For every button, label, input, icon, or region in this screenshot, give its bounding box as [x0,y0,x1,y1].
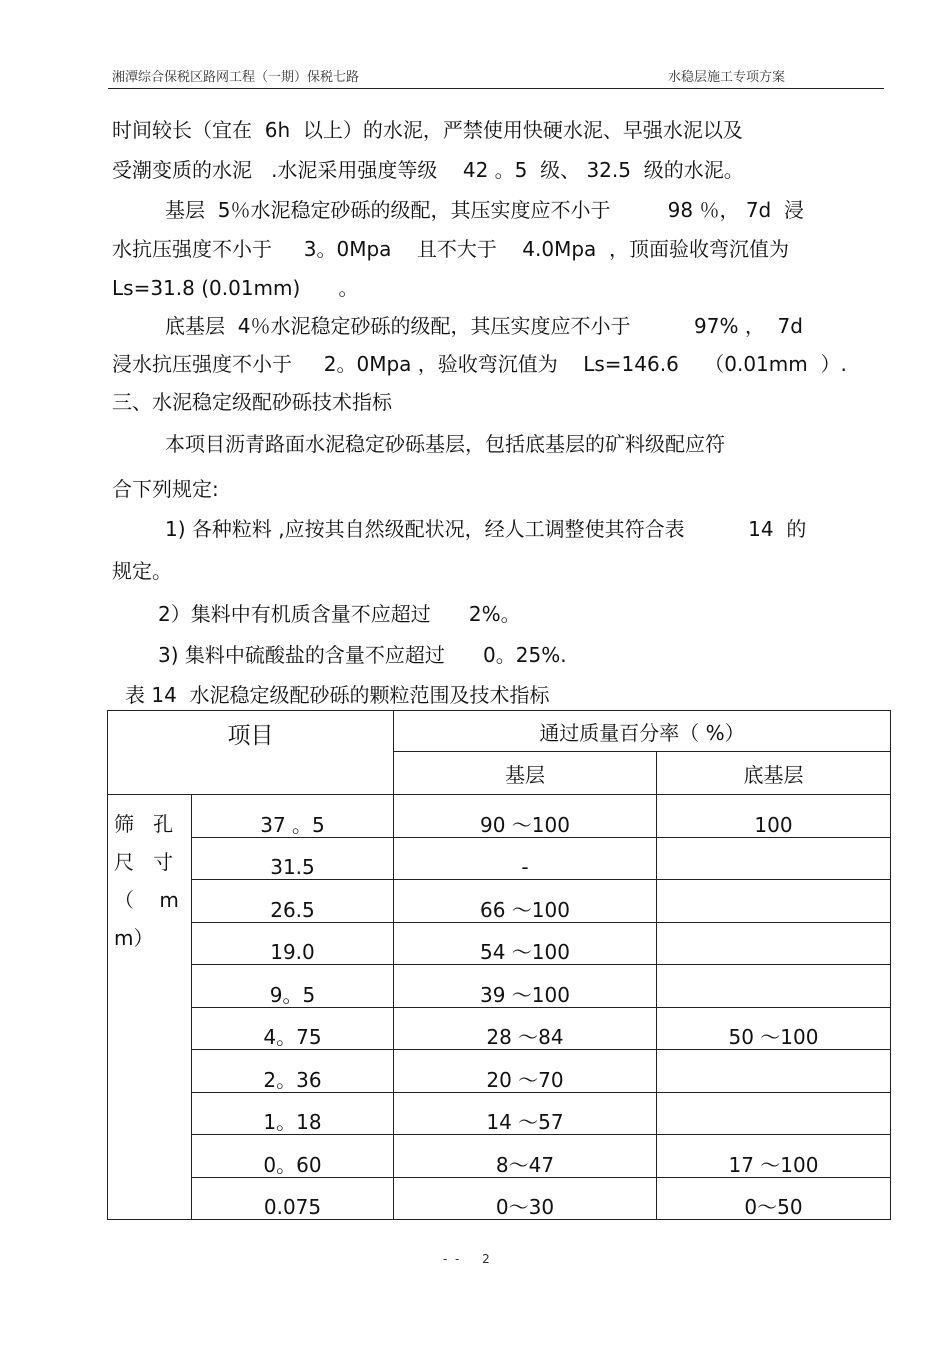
subbase-value-cell: 50 ～100 [657,1007,891,1050]
base-value-cell: 28 ～84 [394,1007,657,1050]
table-row [108,795,891,838]
header-subbase-cell: 底基层 [657,752,891,795]
body-line-11: 1) 各种粒料 ,应按其自然级配状况，经人工调整使其符合表 14 的 [165,517,807,541]
subbase-value-cell: 0～50 [657,1177,891,1220]
subbase-value-cell: 17 ～100 [657,1135,891,1178]
sieve-size-cell: 9。5 [192,965,394,1008]
base-value-cell: 66 ～100 [394,880,657,923]
sieve-size-cell: 1。18 [192,1092,394,1135]
subbase-value-cell [657,837,891,880]
base-value-cell: 39 ～100 [394,965,657,1008]
table-row [108,837,891,880]
sieve-size-cell: 4。75 [192,1007,394,1050]
base-value-cell: 0～30 [394,1177,657,1220]
table-row [108,1050,891,1093]
sieve-size-cell: 31.5 [192,837,394,880]
gradation-table [107,710,891,1220]
base-value-cell: 54 ～100 [394,922,657,965]
sieve-size-cell: 26.5 [192,880,394,923]
base-value-cell: - [394,837,657,880]
table-row [108,1092,891,1135]
header-item-cell: 项目 [108,711,394,795]
sieve-size-label: 筛 孔 尺 寸 （ m m） [108,795,192,1220]
header-base-cell: 基层 [394,752,657,795]
body-line-7: 浸水抗压强度不小于 2。0Mpa ，验收弯沉值为 Ls=146.6 （0.01mm ）. [112,352,847,376]
body-line-5: Ls=31.8 (0.01mm) 。 [112,276,359,300]
sieve-size-cell: 2。36 [192,1050,394,1093]
body-line-10: 合下列规定: [112,477,219,501]
base-value-cell: 90 ～100 [394,795,657,838]
body-line-6: 底基层 4％水泥稳定砂砾的级配，其压实度应不小于 97% ， 7d [165,314,803,338]
sieve-size-cell: 0。60 [192,1135,394,1178]
body-line-13: 2）集料中有机质含量不应超过 2%。 [158,602,521,626]
base-value-cell: 8～47 [394,1135,657,1178]
subbase-value-cell: 100 [657,795,891,838]
table-row [108,965,891,1008]
table-row [108,1007,891,1050]
body-line-1: 时间较长（宜在 6h 以上）的水泥，严禁使用快硬水泥、早强水泥以及 [112,118,743,142]
subbase-value-cell [657,1092,891,1135]
base-value-cell: 20 ～70 [394,1050,657,1093]
section-heading: 三、水泥稳定级配砂砾技术指标 [112,390,392,414]
body-line-9: 本项目沥青路面水泥稳定砂砾基层，包括底基层的矿料级配应符 [165,432,725,456]
header-percent-cell: 通过质量百分率（ %） [394,711,891,752]
body-line-3: 基层 5％水泥稳定砂砾的级配，其压实度应不小于 98 ％， 7d 浸 [165,198,804,222]
body-line-14: 3) 集料中硫酸盐的含量不应超过 0。25%. [158,643,567,667]
sieve-size-cell: 0.075 [192,1177,394,1220]
table-row [108,1135,891,1178]
base-value-cell: 14 ～57 [394,1092,657,1135]
header-divider [108,88,884,89]
subbase-value-cell [657,1050,891,1093]
subbase-value-cell [657,922,891,965]
header-document-title: 水稳层施工专项方案 [668,70,786,85]
body-line-2: 受潮变质的水泥 .水泥采用强度等级 42 。5 级、 32.5 级的水泥。 [112,158,744,182]
body-line-12: 规定。 [112,559,172,583]
table-row [108,880,891,923]
header-project-title: 湘潭综合保税区路网工程（一期）保税七路 [112,70,360,85]
table-row [108,922,891,965]
table-caption: 表 14 水泥稳定级配砂砾的颗粒范围及技术指标 [125,683,550,707]
table-row [108,1177,891,1220]
subbase-value-cell [657,965,891,1008]
sieve-size-cell: 37 。5 [192,795,394,838]
page-number: - - 2 [443,1252,490,1266]
subbase-value-cell [657,880,891,923]
body-line-4: 水抗压强度不小于 3。0Mpa 且不大于 4.0Mpa ，顶面验收弯沉值为 [112,237,790,261]
sieve-size-cell: 19.0 [192,922,394,965]
